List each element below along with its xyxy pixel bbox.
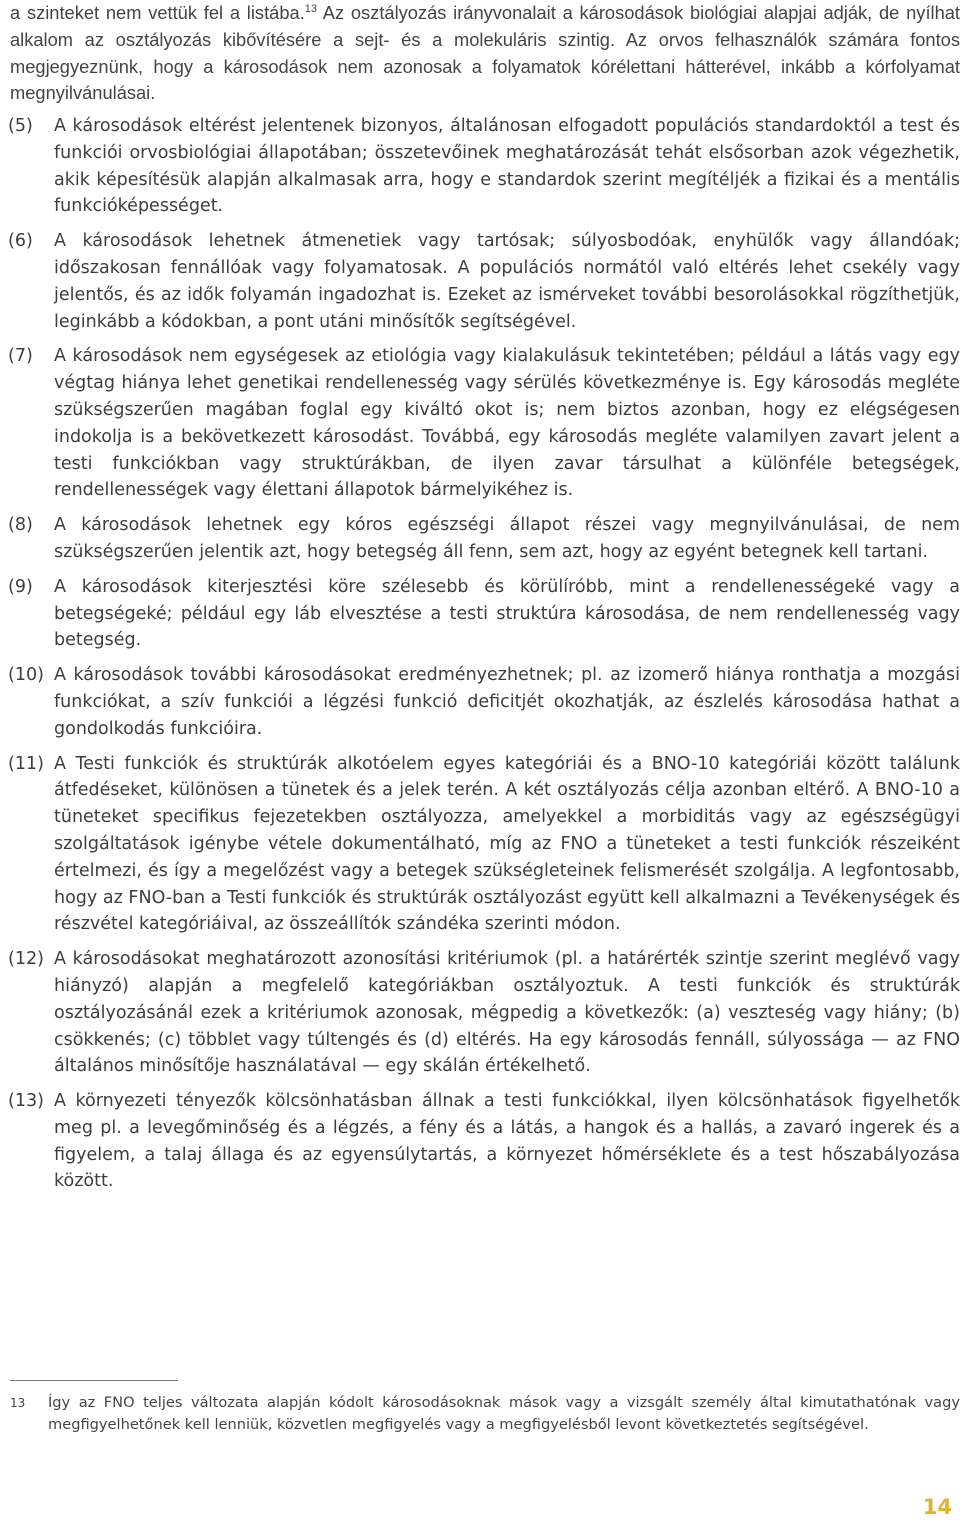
paragraph-number: (10) — [8, 665, 44, 686]
paragraph-number: (13) — [8, 1091, 44, 1112]
intro-text-start: a szinteket nem vettük fel a listába. — [10, 2, 305, 23]
paragraph-number: (5) — [8, 116, 33, 136]
intro-text-rest: Az osztályozás irányvonalait a károsodások biológiai alapjai adják, de nyílhat alkalom az osztályozás kibővítésére a sejt- és a molekuláris szintig. Az orvos felhasználók számára fontos megjegyeznünk, hogy a károsodások nem azonosak a folyamatok kórélettani hátterével, inkább a kórfolyamat megnyilvánulásai. — [10, 2, 960, 104]
paragraph-text: A károsodások lehetnek átmenetiek vagy tartósak; súlyosbodóak, enyhülők vagy állandóak; időszakosan fennállóak vagy folyamatosak. A populációs normától való eltérés lehet csekély vagy jelentős, és az idők folyamán ingadozhat is. Ezeket az ismérveket további besorolásokkal rögzíthetjük, leginkább a kódokban, a pont utáni minősítők segítségével. — [54, 231, 960, 332]
paragraph-text: A károsodások lehetnek egy kóros egészségi állapot részei vagy megnyilvánulásai, de nem szükségszerűen jelentik azt, hogy betegség áll fenn, sem azt, hogy az egyént betegnek kell tartani. — [54, 515, 960, 562]
paragraph-6 — [0, 228, 960, 335]
paragraph-number: (8) — [8, 515, 33, 536]
footnote-text: Így az FNO teljes változata alapján kódolt károsodásoknak mások vagy a vizsgált személy által kimutathatónak vagy megfigyelhetőnek kell lenniük, közvetlen megfigyelés vagy a megfigyelésből levont következtetés segítségével. — [48, 1394, 960, 1433]
paragraph-text: A károsodásokat meghatározott azonosítási kritériumok (pl. a határérték szintje szerint meglévő vagy hiányzó) alapján a megfelelő kategóriákban osztályoztuk. A testi funkciók és struktúrák osztályozásánál ezek a kritériumok azonosak, mégpedig a következők: (a) veszteség vagy hiány; (b) csökkenés; (c) többlet vagy túltengés és (d) eltérés. Ha egy károsodás fennáll, súlyossága — az FNO általános minősítője használatával — egy skálán értékelhető. — [54, 949, 960, 1077]
paragraph-11 — [0, 751, 960, 939]
paragraph-number: (12) — [8, 949, 44, 970]
footnote-reference[interactable]: 13 — [304, 2, 317, 15]
intro-paragraph — [10, 0, 960, 107]
footnote-divider — [10, 1380, 178, 1381]
paragraph-number: (11) — [8, 753, 44, 774]
paragraph-9 — [0, 574, 960, 654]
paragraph-13 — [0, 1088, 960, 1195]
paragraph-10 — [0, 662, 960, 742]
paragraph-number: (7) — [8, 346, 33, 367]
paragraph-7 — [0, 343, 960, 504]
paragraph-12 — [0, 946, 960, 1080]
page-number: 14 — [922, 1495, 952, 1519]
paragraph-5 — [0, 113, 960, 220]
numbered-paragraph-list — [0, 113, 960, 1203]
paragraph-text: A károsodások további károsodásokat eredményezhetnek; pl. az izomerő hiánya ronthatja a mozgási funkciókat, a szív funkciói a légzési funkció deficitjét okozhatják, az észlelés károsodása hathat a gondolkodás funkcióira. — [54, 665, 960, 739]
footnote — [10, 1392, 960, 1436]
paragraph-text: A károsodások eltérést jelentenek bizonyos, általánosan elfogadott populációs standardoktól a test és funkciói orvosbiológiai állapotában; összetevőinek meghatározását tehát elsősorban azok végezhetik, akik képesítésük alapján alkalmasak arra, hogy e standardok szerint megítéljék a fizikai és a mentális funkcióképességet. — [54, 116, 960, 217]
footnote-number: 13 — [10, 1396, 26, 1410]
paragraph-text: A károsodások kiterjesztési köre szélesebb és körülíróbb, mint a rendellenességeké vagy a betegségeké; például egy láb elvesztése a testi struktúra károsodása, de nem rendellenesség vagy betegség. — [54, 576, 960, 651]
paragraph-number: (9) — [8, 576, 33, 597]
paragraph-text: A Testi funkciók és struktúrák alkotóelem egyes kategóriái és a BNO-10 kategóriái között találunk átfedéseket, különösen a tünetek és a jelek terén. A két osztályozás célja azonban eltérő. A BNO-10 a tüneteket specifikus fejezetekben osztályozza, amelyekkel a morbiditás vagy az egészségügyi szolgáltatások igénybe vétele dokumentálható, míg az FNO a tüneteket a testi funkciók részeiként értelmezi, és így a megelőzést vagy a betegek szükségleteinek felismerését szolgálja. A legfontosabb, hogy az FNO-ban a Testi funkciók és struktúrák osztályozást együtt kell alkalmazni a Tevékenységek és részvétel kategóriáival, az összeállítók szándéka szerinti módon. — [54, 753, 960, 935]
paragraph-text: A károsodások nem egységesek az etiológia vagy kialakulásuk tekintetében; például a látás vagy egy végtag hiánya lehet genetikai rendellenesség vagy sérülés következménye is. Egy károsodás megléte szükségszerűen magában foglal egy kiváltó okot is; nem biztos azonban, hogy ez elégségesen indokolja is a bekövetkezett károsodást. Továbbá, egy károsodás megléte valamilyen zavart jelent a testi funkciókban vagy struktúrákban, de ilyen zavar társulhat a különféle betegségek, rendellenességek vagy élettani állapotok bármelyikéhez is. — [54, 346, 960, 501]
paragraph-text: A környezeti tényezők kölcsönhatásban állnak a testi funkciókkal, ilyen kölcsönhatások figyelhetők meg pl. a levegőminőség és a légzés, a fény és a látás, a hangok és a hallás, a zavaró ingerek és a figyelem, a talaj állaga és az egyensúlytartás, a környezet hőmérséklete és a test hőszabályozása között. — [54, 1091, 960, 1192]
paragraph-8 — [0, 512, 960, 566]
paragraph-number: (6) — [8, 231, 33, 252]
